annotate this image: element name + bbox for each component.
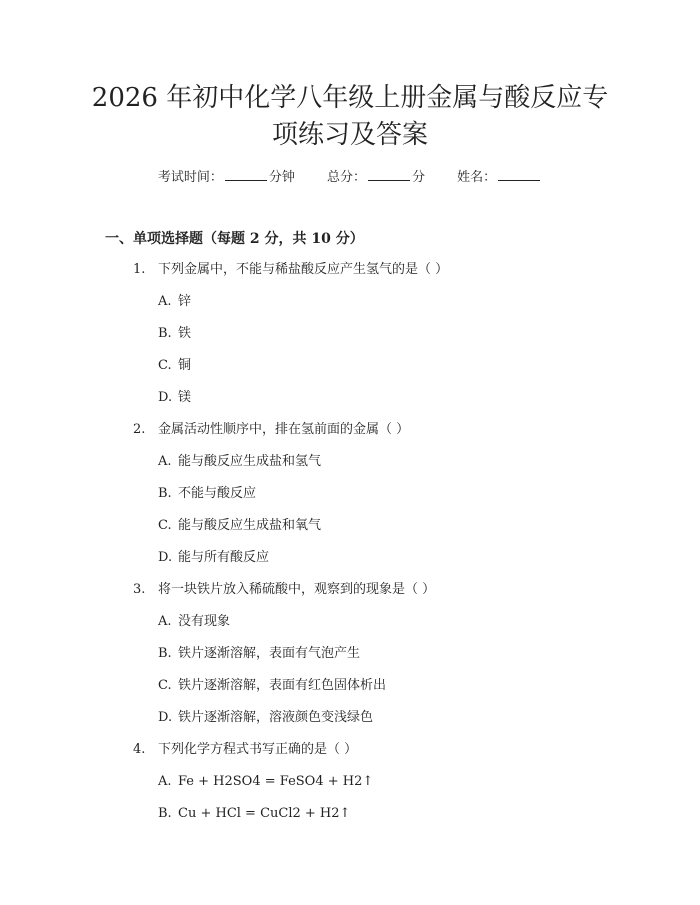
option-text: 能与酸反应生成盐和氧气: [178, 518, 322, 533]
option-text: Fe + H2SO4 = FeSO4 + H2↑: [178, 774, 374, 789]
question-4: [133, 740, 357, 760]
option-letter: D.: [158, 710, 173, 725]
question-text: 下列化学方程式书写正确的是（ ）: [158, 742, 358, 757]
exam-title-line-2: 项练习及答案: [271, 120, 428, 150]
student-name-field: [457, 170, 542, 185]
question-3-option-d: [158, 708, 373, 728]
option-letter: A.: [158, 294, 172, 309]
exam-time-field: [158, 170, 299, 185]
question-text: 下列金属中，不能与稀盐酸反应产生氢气的是（ ）: [158, 262, 449, 277]
option-text: 不能与酸反应: [178, 486, 257, 501]
exam-time-blank: [225, 167, 267, 181]
question-4-option-a: [158, 772, 373, 792]
option-letter: B.: [158, 486, 172, 501]
total-score-blank: [368, 167, 410, 181]
question-2-option-d: [158, 548, 269, 568]
exam-time-label: 考试时间：: [157, 170, 223, 185]
question-3-option-a: [158, 612, 230, 632]
option-letter: C.: [158, 678, 172, 693]
option-letter: B.: [158, 326, 172, 341]
total-score-field: [327, 170, 429, 185]
option-letter: B.: [158, 646, 172, 661]
option-text: 铜: [178, 358, 192, 373]
question-2: [133, 420, 409, 440]
student-name-label: 姓名：: [457, 170, 497, 185]
option-text: 铁片逐渐溶解，表面有气泡产生: [178, 646, 361, 661]
question-2-option-b: [158, 484, 256, 504]
option-text: 镁: [178, 390, 192, 405]
question-4-option-b: [158, 804, 350, 824]
option-text: 没有现象: [178, 614, 231, 629]
question-3-option-b: [158, 644, 360, 664]
option-text: 能与酸反应生成盐和氢气: [178, 454, 322, 469]
question-3-option-c: [158, 676, 386, 696]
option-letter: C.: [158, 518, 172, 533]
question-1-option-d: [158, 388, 191, 408]
option-letter: A.: [158, 454, 172, 469]
question-1-option-b: [158, 324, 191, 344]
question-3: [133, 580, 435, 600]
total-score-unit: 分: [412, 170, 426, 185]
option-text: 锌: [178, 294, 192, 309]
question-text: 将一块铁片放入稀硫酸中，观察到的现象是（ ）: [158, 582, 436, 597]
exam-info-row: [0, 167, 700, 188]
question-text: 金属活动性顺序中，排在氢前面的金属（ ）: [158, 422, 410, 437]
question-number: 1.: [133, 262, 146, 277]
question-1-option-c: [158, 356, 191, 376]
option-text: 铁: [178, 326, 192, 341]
question-number: 3.: [133, 582, 146, 597]
question-1-option-a: [158, 292, 191, 312]
question-2-option-c: [158, 516, 321, 536]
option-text: 能与所有酸反应: [178, 550, 270, 565]
question-2-option-a: [158, 452, 321, 472]
option-letter: A.: [158, 614, 172, 629]
question-number: 4.: [133, 742, 146, 757]
section-heading: 一、单项选择题（每题 2 分，共 10 分）: [105, 231, 364, 247]
option-text: Cu + HCl = CuCl2 + H2↑: [178, 806, 351, 821]
option-letter: C.: [158, 358, 172, 373]
option-text: 铁片逐渐溶解，表面有红色固体析出: [178, 678, 387, 693]
question-number: 2.: [133, 422, 146, 437]
option-letter: D.: [158, 390, 173, 405]
exam-title-line-1: 2026 年初中化学八年级上册金属与酸反应专: [91, 83, 609, 113]
student-name-blank: [498, 167, 540, 181]
option-letter: B.: [158, 806, 172, 821]
option-letter: A.: [158, 774, 172, 789]
total-score-label: 总分：: [326, 170, 366, 185]
option-letter: D.: [158, 550, 173, 565]
option-text: 铁片逐渐溶解，溶液颜色变浅绿色: [178, 710, 374, 725]
exam-time-unit: 分钟: [268, 170, 295, 185]
question-1: [133, 260, 448, 280]
